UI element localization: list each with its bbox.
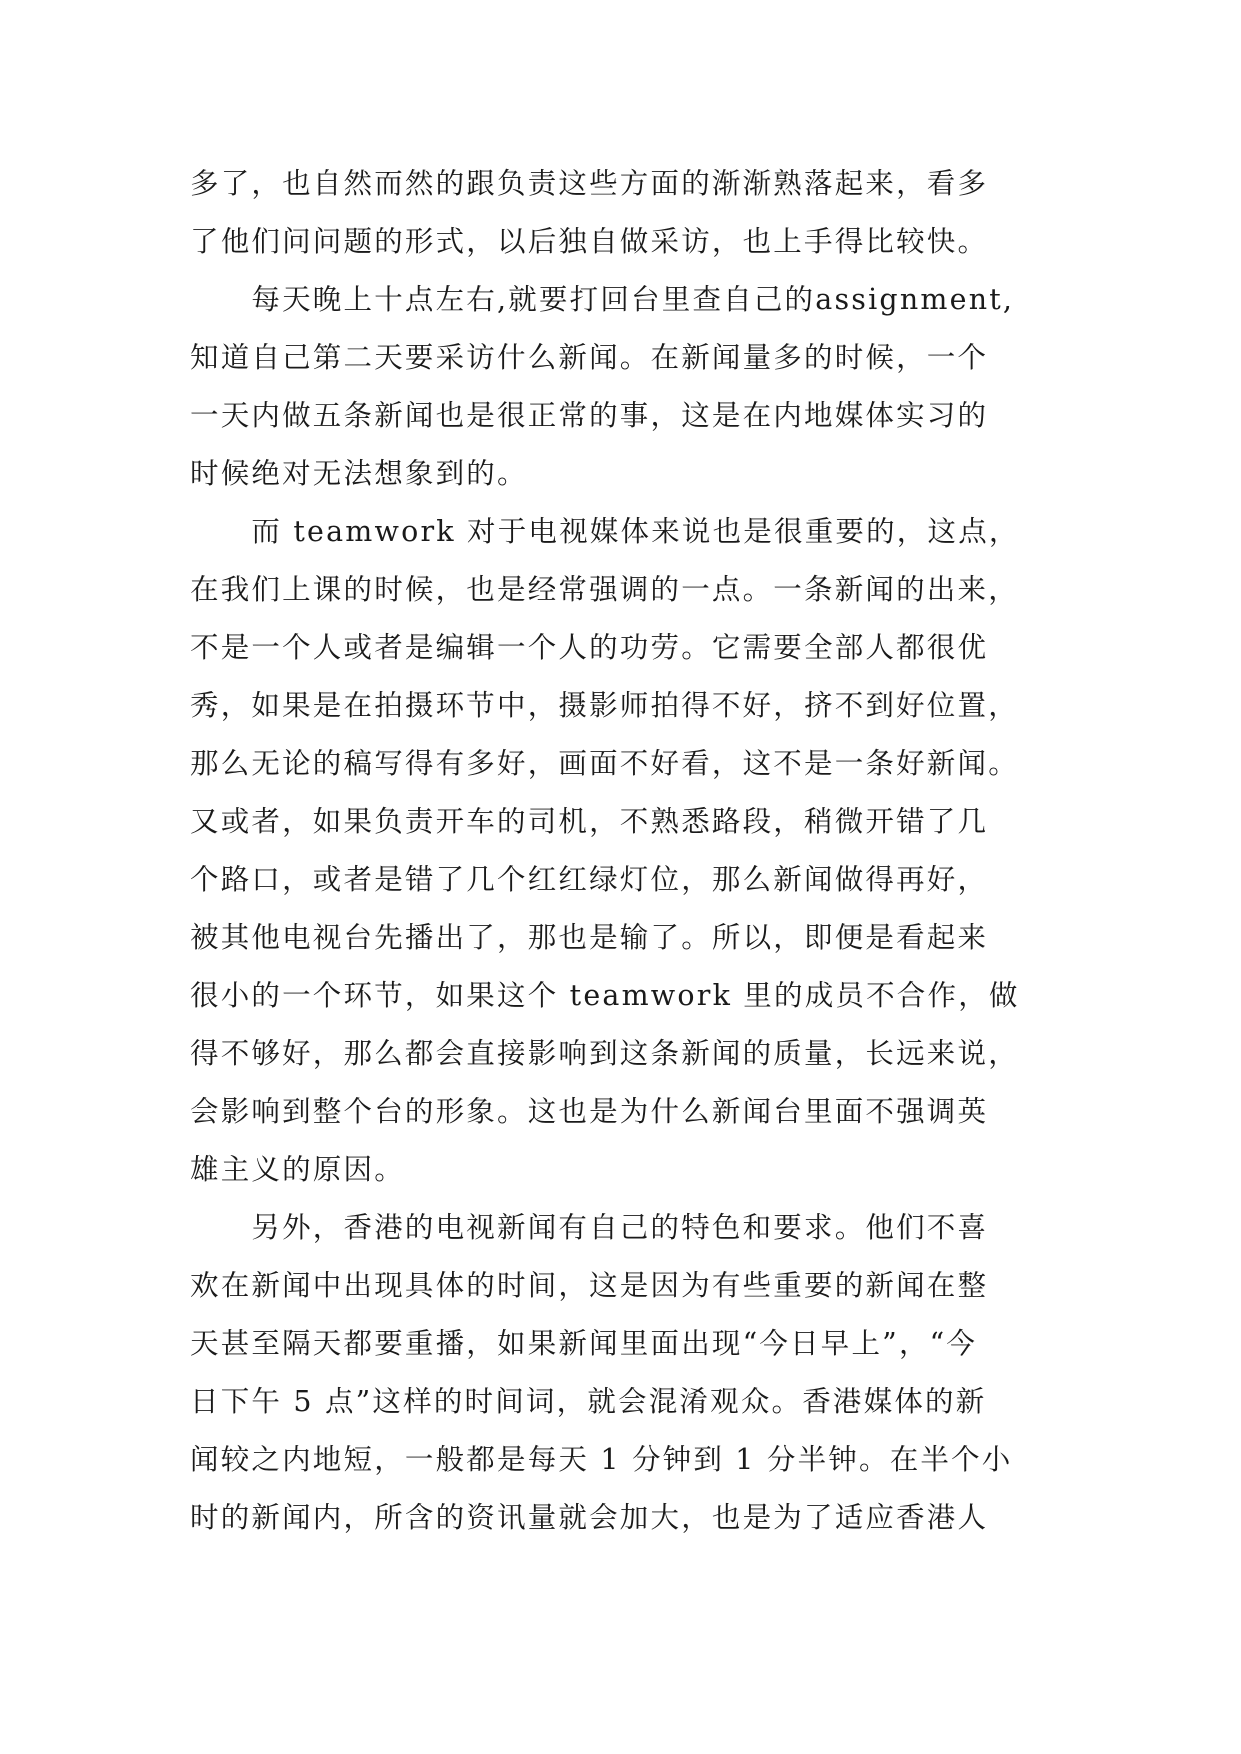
text-line: 秀，如果是在拍摄环节中，摄影师拍得不好，挤不到好位置， xyxy=(190,689,1019,722)
text-line: 在我们上课的时候，也是经常强调的一点。一条新闻的出来， xyxy=(190,573,1019,606)
text-line: 个路口，或者是错了几个红红绿灯位，那么新闻做得再好， xyxy=(190,863,989,896)
text-line: 会影响到整个台的形象。这也是为什么新闻台里面不强调英 xyxy=(190,1095,989,1128)
text-line: 一天内做五条新闻也是很正常的事，这是在内地媒体实习的 xyxy=(190,399,989,432)
body-text xyxy=(190,155,1090,1547)
paragraph-3 xyxy=(190,503,1090,1199)
text-line: 闻较之内地短，一般都是每天 1 分钟到 1 分半钟。在半个小 xyxy=(190,1443,1013,1476)
text-line: 每天晚上十点左右,就要打回台里查自己的assignment, xyxy=(190,283,1015,316)
text-line: 另外，香港的电视新闻有自己的特色和要求。他们不喜 xyxy=(190,1211,989,1244)
paragraph-4 xyxy=(190,1199,1090,1547)
text-line: 天甚至隔天都要重播，如果新闻里面出现“今日早上”，“今 xyxy=(190,1327,978,1360)
text-line: 而 teamwork 对于电视媒体来说也是很重要的，这点， xyxy=(190,515,1020,548)
text-line: 多了，也自然而然的跟负责这些方面的渐渐熟落起来，看多 xyxy=(190,167,989,200)
text-line: 欢在新闻中出现具体的时间，这是因为有些重要的新闻在整 xyxy=(190,1269,989,1302)
text-line: 知道自己第二天要采访什么新闻。在新闻量多的时候，一个 xyxy=(190,341,989,374)
text-line: 雄主义的原因。 xyxy=(190,1153,405,1186)
text-line: 又或者，如果负责开车的司机，不熟悉路段，稍微开错了几 xyxy=(190,805,989,838)
text-line: 时候绝对无法想象到的。 xyxy=(190,457,528,490)
text-line: 那么无论的稿写得有多好，画面不好看，这不是一条好新闻。 xyxy=(190,747,1019,780)
text-line: 很小的一个环节，如果这个 teamwork 里的成员不合作，做 xyxy=(190,979,1020,1012)
text-line: 得不够好，那么都会直接影响到这条新闻的质量，长远来说， xyxy=(190,1037,1019,1070)
paragraph-1 xyxy=(190,155,1090,271)
text-line: 时的新闻内，所含的资讯量就会加大，也是为了适应香港人 xyxy=(190,1501,989,1534)
text-line: 了他们问问题的形式，以后独自做采访，也上手得比较快。 xyxy=(190,225,989,258)
paragraph-2 xyxy=(190,271,1090,503)
text-line: 被其他电视台先播出了，那也是输了。所以，即便是看起来 xyxy=(190,921,989,954)
text-line: 不是一个人或者是编辑一个人的功劳。它需要全部人都很优 xyxy=(190,631,989,664)
text-line: 日下午 5 点”这样的时间词，就会混淆观众。香港媒体的新 xyxy=(190,1385,987,1418)
